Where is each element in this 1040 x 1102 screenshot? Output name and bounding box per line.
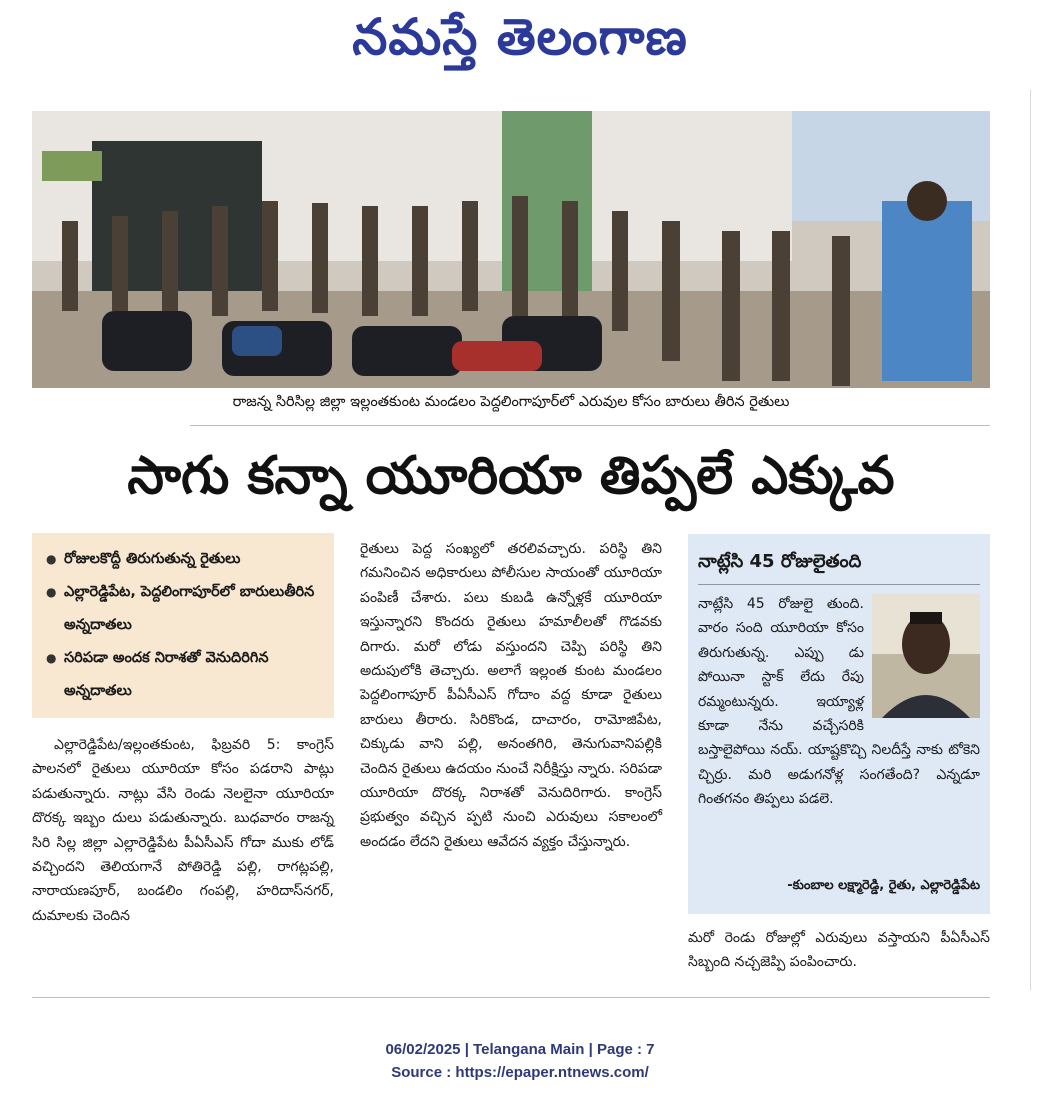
article-text: ఎల్లారెడ్డిపేట/ఇల్లంతకుంట, ఫిబ్రవరి 5: కాంగ్రెస్ పాలనలో రైతులు యూరియా కోసం పడరాని పాట్లు పడుతున్నారు. నాట్లు వేసి రెండు నెలలైనా యూరియా దొరక్క ఇబ్బం దులు పడుతున్నారు. బుధవారం రాజన్న సిరి సిల్ల జిల్లా ఎల్లారెడ్డిపేట పీఏసీఎస్ గోదా ముకు లోడ్ వచ్చిందని తెలియగానే పోతిరెడ్డి పల్లి, రాగట్లపల్లి, నారాయణపూర్, బండలిం గంపల్లి, హరిదాస్‌నగర్, దుమాలకు చెందిన <box>32 737 334 924</box>
quote-text: నాట్లేసి 45 రోజులై తుంది. వారం సంది యూరియా కోసం తిరుగుతున్న. ఎప్పు డు పోయినా స్టాక్ లేదు రేపు రమ్మంటున్నరు. ఇయ్యాళ్ల కూడా నేను వచ్చేసరికి బస్తాలైపోయి నయ్. యాష్టకొచ్చి నిలదీస్తే నాకు టోకెని చ్చిర్రు. మరి అడుగనోళ్ల సంగతేంది? ఎన్నడూ గింతగనం తిప్పలు పడలె. <box>698 596 980 808</box>
quote-attribution: -కుంబాల లక్ష్మారెడ్డి, రైతు, ఎల్లారెడ్డిపేట <box>787 878 980 893</box>
edition-info: 06/02/2025 | Telangana Main | Page : 7 <box>385 1041 655 1058</box>
farmer-quote-box <box>688 534 990 914</box>
highlight-item: ● ఎల్లారెడ్డిపేట, పెద్దలింగాపూర్‌లో బారులుతీరిన అన్నదాతలు <box>46 576 324 642</box>
headline: సాగు కన్నా యూరియా తిప్పలే ఎక్కువ <box>127 446 895 506</box>
highlights-box <box>32 533 334 718</box>
masthead-logo: నమస్తే తెలంగాణ <box>352 8 688 66</box>
page-edge-rule <box>1030 90 1031 990</box>
caption-divider <box>190 425 990 426</box>
article-column-2 <box>360 537 662 983</box>
source-link[interactable]: Source : https://epaper.ntnews.com/ <box>391 1064 649 1081</box>
bottom-divider <box>32 997 990 998</box>
highlight-item: ● రోజులకొద్దీ తిరుగుతున్న రైతులు <box>46 543 324 576</box>
article-text: రైతులు పెద్ద సంఖ్యలో తరలివచ్చారు. పరిస్థి తిని గమనించిన అధికారులు పోలీసుల సాయంతో యూరియా పంపిణీ చేశారు. పలు కుబడి ఉన్నోళ్లకే యూరియా ఇస్తున్నారని కొందరు రైతులు హమాలీలతో గొడవకు దిగారు. మరో లోడు వస్తుందని చెప్పి పరిస్థి తిని అదుపులోకి తెచ్చారు. అలాగే ఇల్లంత కుంట మండలం పెద్దలింగాపూర్ పీఏసీఎస్ గోదాం వద్ద కూడా రైతులు బారులు తీరారు. సిరికొండ, దాచారం, రామోజిపేట, చిక్కుడు వాని పల్లి, అనంతగిరి, తెనుగువానిపల్లికి చెందిన రైతులు ఉదయం నుంచే నిరీక్షిస్తు న్నారు. సరిపడా యూరియా దొరక్క నిరాశతో వెనుదిరిగారు. కాంగ్రెస్ ప్రభుత్వం వచ్చిన ప్పటి నుంచి ఎరువులు సకాలంలో అందడం లేదని రైతులు ఆవేదన వ్యక్తం చేస్తున్నారు. <box>360 541 662 850</box>
article-column-3 <box>688 926 990 982</box>
photo-caption: రాజన్న సిరిసిల్ల జిల్లా ఇల్లంతకుంట మండలం పెద్దలింగాపూర్‌లో ఎరువుల కోసం బారులు తీరిన రైతులు <box>232 394 790 410</box>
farmer-portrait <box>872 594 980 718</box>
highlight-item: ● సరిపడా అందక నిరాశతో వెనుదిరిగిన అన్నదాతలు <box>46 642 324 708</box>
quote-box-title: నాట్లేసి 45 రోజులైతంది <box>698 551 862 572</box>
news-photo <box>32 111 990 388</box>
quote-box-divider <box>698 584 980 585</box>
article-text: మరో రెండు రోజుల్లో ఎరువులు వస్తాయని పీఏసీఎస్ సిబ్బంది నచ్చజెప్పి పంపించారు. <box>688 930 990 971</box>
quote-box-body <box>698 592 980 862</box>
article-column-1 <box>32 733 334 983</box>
